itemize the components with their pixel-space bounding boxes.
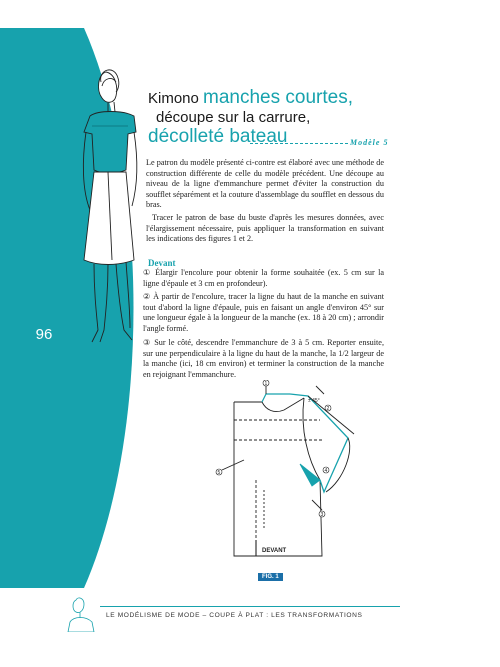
- figure-label: FIG. 1: [258, 573, 283, 581]
- footer-rule: [100, 606, 400, 607]
- diagram-marker-2: 2: [326, 405, 330, 412]
- title-line-3: décolleté bateau: [148, 126, 288, 147]
- devant-heading: Devant: [148, 258, 176, 268]
- model-rule: [250, 143, 348, 144]
- pattern-diagram: [204, 380, 374, 570]
- footer-running-title: LE MODÉLISME DE MODE – COUPE À PLAT : LES TRANSFORMATIONS: [106, 612, 363, 619]
- title-line-1: [148, 88, 398, 108]
- step-3: ③ Sur le côté, descendre l'emmanchure de 3 à 5 cm. Reporter ensuite, sur une perpendiculaire à la ligne du haut de la manche, la 1/2 largeur de la manche (ici, 18 cm environ) et terminer la construction de la manche en rejoignant l'emmanchure.: [143, 338, 384, 379]
- title-manches-courtes: manches courtes,: [203, 87, 353, 108]
- title-line-2: découpe sur la carrure,: [156, 109, 311, 126]
- devant-label: DEVANT: [262, 548, 287, 554]
- step-2: ② À partir de l'encolure, tracer la ligne du haut de la manche en suivant tout d'abord la ligne d'épaule, puis en faisant un angle d'environ 45° sur une longueur égale à la longueur de la manche (ex. 18 à 20 cm) ; arrondir l'angle formé.: [143, 292, 384, 333]
- step-1: ① Élargir l'encolure pour obtenir la forme souhaitée (ex. 5 cm sur la ligne d'épaule et 3 cm en profondeur).: [143, 268, 384, 288]
- diagram-marker-3: 3: [320, 511, 324, 518]
- model-label: Modèle 5: [350, 138, 389, 147]
- trace-paragraph: Tracer le patron de base du buste d'après les mesures données, avec l'élargissement nécessaire, puis appliquer la transformation en suivant les indications des figures 1 et 2.: [146, 213, 384, 244]
- diagram-marker-1: 1: [264, 380, 268, 387]
- footer-figure-icon: [62, 592, 100, 632]
- intro-paragraph: Le patron du modèle présenté ci-contre est élaboré avec une méthode de construction différente de celle du modèle précédent. Une découpe au niveau de la ligne d'emmanchure permet d'éviter la construction du soufflet séparément et la couture d'assemblage du soufflet en dessous du bras.: [146, 158, 384, 210]
- page-number: 96: [35, 326, 53, 343]
- diagram-marker-4: 4: [324, 467, 328, 474]
- title-kimono: Kimono: [148, 90, 204, 107]
- diagram-marker-5: 5: [217, 469, 221, 476]
- angle-label: ± 45°: [308, 398, 320, 404]
